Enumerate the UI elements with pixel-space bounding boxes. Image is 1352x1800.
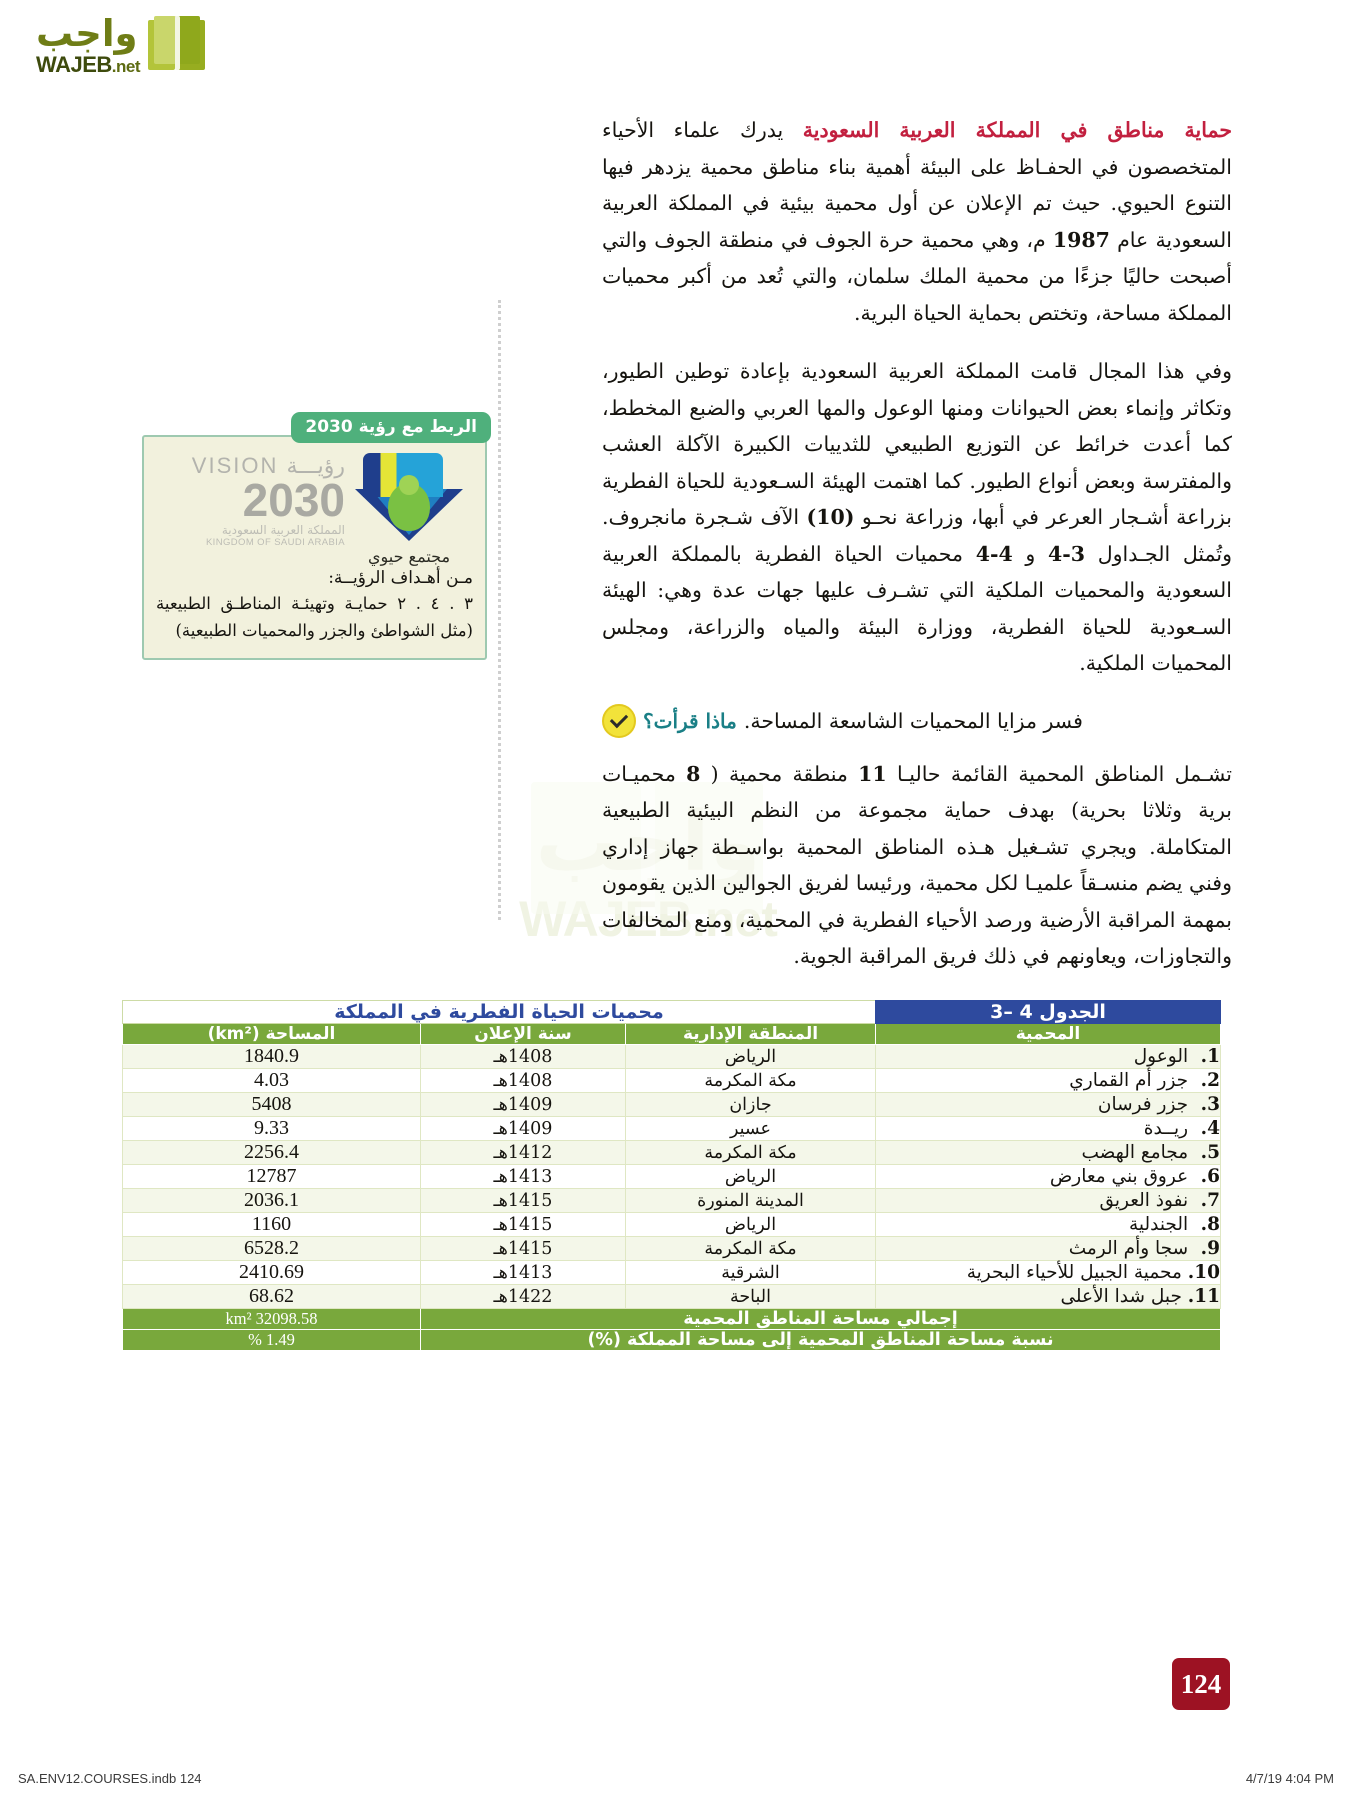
table-header-row	[123, 1024, 1221, 1045]
table-caption-row	[123, 1001, 1221, 1024]
table-row	[123, 1189, 1221, 1213]
reserve-name: ريــدة	[1143, 1118, 1194, 1139]
kingdom-english-label: KINGDOM OF SAUDI ARABIA	[205, 536, 345, 548]
table-caption-number: الجدول 4 –3	[876, 1001, 1221, 1024]
open-book-icon	[146, 14, 208, 76]
cell-year: 1415هـ	[421, 1189, 626, 1213]
reserve-name: جزر أم القماري	[1069, 1070, 1194, 1091]
row-index: 4.	[1200, 1118, 1220, 1139]
ratio-label: نسبة مساحة المناطق المحمية إلى مساحة المملكة (%)	[421, 1330, 1221, 1351]
cell-area: 12787	[123, 1165, 421, 1189]
cell-year: 1408هـ	[421, 1069, 626, 1093]
table-row	[123, 1261, 1221, 1285]
reserve-name: جزر فرسان	[1097, 1094, 1194, 1115]
vision-2030-badge: الربط مع رؤية 2030	[291, 412, 491, 443]
cell-region: الباحة	[626, 1285, 876, 1309]
table-row	[123, 1141, 1221, 1165]
cell-area: 2256.4	[123, 1141, 421, 1165]
reserve-name: سجا وأم الرمث	[1068, 1238, 1194, 1259]
table-row	[123, 1117, 1221, 1141]
cell-reserve-name	[876, 1213, 1221, 1237]
table-caption-title: محميات الحياة الفطرية في المملكة	[123, 1001, 876, 1024]
cell-area: 9.33	[123, 1117, 421, 1141]
vision-2030-box	[142, 435, 487, 660]
cell-reserve-name	[876, 1189, 1221, 1213]
cell-area: 2036.1	[123, 1189, 421, 1213]
header-year: سنة الإعلان	[421, 1024, 626, 1045]
cell-region: الرياض	[626, 1165, 876, 1189]
vertical-dotted-divider	[498, 300, 501, 920]
cell-area: 68.62	[123, 1285, 421, 1309]
cell-reserve-name	[876, 1117, 1221, 1141]
cell-reserve-name	[876, 1165, 1221, 1189]
cell-year: 1409هـ	[421, 1093, 626, 1117]
cell-year: 1409هـ	[421, 1117, 626, 1141]
paragraph-1: حماية مناطق في المملكة العربية السعودية يدرك علماء الأحياء المتخصصون في الحفـاظ على البيئة أهمية بناء مناطق محمية يزدهر فيها التنوع الحيوي. حيث تم الإعلان عن أول محمية بيئية في المملكة العربية السعودية عام 1987 م، وهي محمية حرة الجوف في منطقة الجوف والتي أصبحت حاليًا جزءًا من محمية الملك سلمان، والتي تُعد من أكبر محميات المملكة مساحة، وتختص بحماية الحياة البرية.	[602, 118, 1232, 325]
footer-timestamp: 4/7/19 4:04 PM	[1245, 1771, 1334, 1786]
cell-reserve-name	[876, 1261, 1221, 1285]
what-did-you-read-question: فسر مزايا المحميات الشاسعة المساحة.	[743, 708, 1083, 733]
reserve-name: الوعول	[1133, 1046, 1194, 1067]
cell-region: الرياض	[626, 1213, 876, 1237]
total-label: إجمالي مساحة المناطق المحمية	[421, 1309, 1221, 1330]
cell-region: مكة المكرمة	[626, 1141, 876, 1165]
kingdom-arabic-label: المملكة العربية السعودية	[221, 522, 345, 537]
row-index: 5.	[1200, 1142, 1220, 1163]
reserve-name: عروق بني معارض	[1049, 1166, 1194, 1187]
row-index: 11.	[1187, 1286, 1220, 1307]
row-index: 1.	[1200, 1046, 1220, 1067]
table-body	[123, 1045, 1221, 1309]
vision-wordmark: VISION رؤيـــة	[191, 453, 345, 479]
reserve-name: مجامع الهضب	[1081, 1142, 1194, 1163]
cell-reserve-name	[876, 1141, 1221, 1165]
cell-region: الرياض	[626, 1045, 876, 1069]
paragraph-3: تشـمل المناطق المحمية القائمة حاليـا 11 منطقة محمية ( 8 محميـات برية وثلاثا بحرية) بهدف حماية مجموعة من النظم البيئية الطبيعية المتكاملة. ويجري تشـغيل هـذه المناطق المحمية بواسـطة جهاز إداري وفني يضم منسـقاً علميـا لكل محمية، ورئيسا لفريق الجوالين الذين يقومون بمهمة المراقبة الأرضية ورصد الأحياء الفطرية في المحمية، ومنع المخالفات والتجاوزات، ويعاونهم في ذلك فريق المراقبة الجوية.	[602, 761, 1232, 968]
logo-english-text: WAJEB.net	[36, 51, 140, 77]
vibrant-society-icon	[355, 449, 463, 541]
cell-region: عسير	[626, 1117, 876, 1141]
cell-area: 4.03	[123, 1069, 421, 1093]
table-row	[123, 1165, 1221, 1189]
what-did-you-read-label: ماذا قرأت؟	[643, 708, 737, 733]
cell-region: الشرقية	[626, 1261, 876, 1285]
cell-reserve-name	[876, 1093, 1221, 1117]
row-index: 3.	[1200, 1094, 1220, 1115]
table-row	[123, 1285, 1221, 1309]
cell-year: 1413هـ	[421, 1165, 626, 1189]
vibrant-society-caption: مجتمع حيوي	[367, 547, 451, 566]
check-badge-icon	[602, 704, 636, 738]
site-logo	[8, 6, 208, 84]
cell-region: المدينة المنورة	[626, 1189, 876, 1213]
header-area: المساحة (km²)	[123, 1024, 421, 1045]
row-index: 6.	[1200, 1166, 1220, 1187]
logo-arabic-text: واجب	[36, 11, 138, 55]
vision-goals-label: مـن أهـداف الرؤيــة:	[328, 568, 473, 588]
cell-reserve-name	[876, 1069, 1221, 1093]
cell-year: 1422هـ	[421, 1285, 626, 1309]
table-row	[123, 1093, 1221, 1117]
reserve-name: الجندلية	[1128, 1214, 1194, 1235]
cell-area: 1840.9	[123, 1045, 421, 1069]
reserve-name: محمية الجبيل للأحياء البحرية	[966, 1262, 1188, 1283]
reserve-name: جبل شدا الأعلى	[1060, 1286, 1188, 1307]
row-index: 2.	[1200, 1070, 1220, 1091]
row-index: 9.	[1200, 1238, 1220, 1259]
row-index: 7.	[1200, 1190, 1220, 1211]
paragraph-2: وفي هذا المجال قامت المملكة العربية السعودية بإعادة توطين الطيور، وتكاثر وإنماء بعض الحيوانات ومنها الوعول والمها العربي والضبع المخطط، كما أعدت خرائط عن التوزيع الطبيعي للثدييات الكبيرة الآكلة العشب والمفترسة وبعض أنواع الطيور. كما اهتمت الهيئة السـعودية للحياة الفطرية بزراعة أشـجار العرعر في أبها، وزراعة نحـو (10) الآف شـجرة مانجروف. وتُمثل الجـداول 3-4 و 4-4 محميات الحياة الفطرية بالمملكة العربية السعودية والمحميات الملكية التي تشـرف عليها جهات عدة وهي: الهيئة السـعودية للحياة الفطرية، ووزارة البيئة والمياه والزراعة، ومجلس المحميات الملكية.	[602, 359, 1232, 675]
watermark-english: WAJEB.net	[519, 891, 777, 947]
table-row	[123, 1069, 1221, 1093]
cell-region: مكة المكرمة	[626, 1069, 876, 1093]
row-index: 8.	[1200, 1214, 1220, 1235]
total-row	[123, 1309, 1221, 1330]
what-did-you-read-callout	[602, 704, 1232, 738]
paragraph-1-lead: حماية مناطق في المملكة العربية السعودية	[802, 118, 1232, 142]
wildlife-reserves-table	[122, 1000, 1221, 1351]
cell-reserve-name	[876, 1045, 1221, 1069]
article-body	[602, 112, 1232, 997]
cell-year: 1415هـ	[421, 1213, 626, 1237]
page-number-badge: 124	[1172, 1658, 1230, 1710]
cell-area: 2410.69	[123, 1261, 421, 1285]
ratio-row	[123, 1330, 1221, 1351]
cell-reserve-name	[876, 1237, 1221, 1261]
cell-year: 1415هـ	[421, 1237, 626, 1261]
table-row	[123, 1213, 1221, 1237]
footer-file-name: SA.ENV12.COURSES.indb 124	[18, 1771, 202, 1786]
cell-area: 5408	[123, 1093, 421, 1117]
cell-year: 1412هـ	[421, 1141, 626, 1165]
header-region: المنطقة الإدارية	[626, 1024, 876, 1045]
reserve-name: نفوذ العريق	[1099, 1190, 1194, 1211]
cell-area: 1160	[123, 1213, 421, 1237]
vision-year-wordmark: 2030	[242, 474, 345, 526]
cell-region: مكة المكرمة	[626, 1237, 876, 1261]
cell-year: 1413هـ	[421, 1261, 626, 1285]
cell-reserve-name	[876, 1285, 1221, 1309]
ratio-value: 1.49 %	[123, 1330, 421, 1351]
table-row	[123, 1045, 1221, 1069]
cell-region: جازان	[626, 1093, 876, 1117]
row-index: 10.	[1187, 1262, 1220, 1283]
vision-goal-text: ٣ . ٤ . ٢ حمايـة وتهيئـة المناطـق الطبيعية (مثل الشواطئ والجزر والمحميات الطبيعية)	[156, 594, 473, 640]
table-row	[123, 1237, 1221, 1261]
cell-area: 6528.2	[123, 1237, 421, 1261]
cell-year: 1408هـ	[421, 1045, 626, 1069]
watermark-arabic: واجب	[535, 795, 761, 890]
header-name: المحمية	[876, 1024, 1221, 1045]
total-value: 32098.58 km²	[123, 1309, 421, 1330]
